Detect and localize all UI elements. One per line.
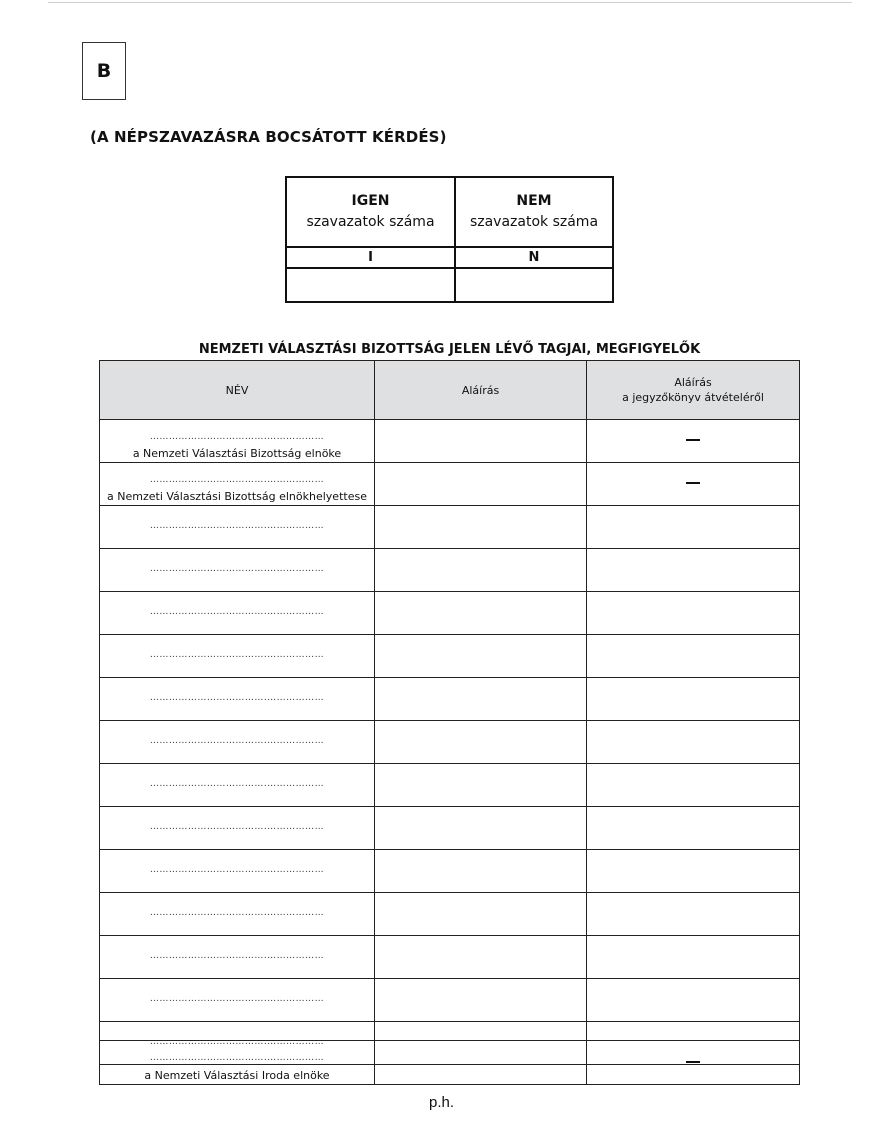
signature-cell[interactable] <box>375 635 587 677</box>
header-receipt-line2: a jegyzőkönyv átvételéről <box>622 391 764 404</box>
signature-cell[interactable] <box>375 506 587 548</box>
no-header <box>456 178 612 248</box>
name-dotted-line: ……………………………….……………… <box>149 994 325 1004</box>
section-letter: B <box>96 60 112 82</box>
office-caption: a Nemzeti Választási Iroda elnöke <box>144 1069 330 1082</box>
receipt-cell <box>587 420 799 462</box>
header-name <box>100 361 375 419</box>
name-dotted-line: ……………………………….……………… <box>149 908 325 918</box>
name-cell[interactable] <box>100 678 375 720</box>
name-cell[interactable] <box>100 936 375 978</box>
committee-table <box>99 360 800 1065</box>
name-cell[interactable] <box>100 721 375 763</box>
signature-cell[interactable] <box>375 1041 587 1084</box>
table-row <box>100 720 799 763</box>
name-dotted-line: ……………………………….……………… <box>149 1037 325 1047</box>
header-signature-label: Aláírás <box>461 383 500 397</box>
table-row <box>100 978 799 1021</box>
signature-cell[interactable] <box>375 893 587 935</box>
signature-cell[interactable] <box>375 592 587 634</box>
receipt-cell[interactable] <box>587 893 799 935</box>
receipt-cell[interactable] <box>587 506 799 548</box>
table-row <box>100 892 799 935</box>
table-row-vice <box>100 462 799 505</box>
receipt-cell[interactable] <box>587 807 799 849</box>
signature-cell[interactable] <box>375 420 587 462</box>
header-signature <box>375 361 587 419</box>
name-dotted-line: ……………………………….……………… <box>149 951 325 961</box>
receipt-cell[interactable] <box>587 721 799 763</box>
table-row <box>100 634 799 677</box>
vote-count-table <box>285 176 614 303</box>
chair-caption: a Nemzeti Választási Bizottság elnöke <box>132 447 342 460</box>
name-dotted-line: ……………………………….……………… <box>149 650 325 660</box>
name-dotted-line: ……………………………….……………… <box>149 432 325 442</box>
dash-mark <box>686 482 700 484</box>
name-dotted-line: ……………………………….……………… <box>149 521 325 531</box>
name-dotted-line: ……………………………….……………… <box>149 564 325 574</box>
name-cell[interactable] <box>100 764 375 806</box>
name-cell[interactable] <box>100 850 375 892</box>
committee-title: NEMZETI VÁLASZTÁSI BIZOTTSÁG JELEN LÉVŐ TAGJAI, MEGFIGYELŐK <box>198 342 701 357</box>
name-cell[interactable] <box>100 420 375 462</box>
name-cell[interactable] <box>100 463 375 505</box>
yes-header <box>287 178 456 248</box>
dash-mark <box>686 439 700 441</box>
table-header-row <box>100 361 799 419</box>
receipt-cell[interactable] <box>587 549 799 591</box>
no-subtitle: szavazatok száma <box>469 214 599 230</box>
name-cell[interactable] <box>100 1041 375 1084</box>
top-rule <box>48 2 852 3</box>
table-row <box>100 806 799 849</box>
table-row-chair <box>100 419 799 462</box>
name-cell[interactable] <box>100 979 375 1021</box>
vice-caption: a Nemzeti Választási Bizottság elnökhelyettese <box>107 490 367 503</box>
receipt-cell[interactable] <box>587 979 799 1021</box>
name-dotted-line: ……………………………….……………… <box>149 693 325 703</box>
name-cell[interactable] <box>100 549 375 591</box>
stamp-place-label: p.h. <box>428 1094 455 1111</box>
table-row <box>100 935 799 978</box>
name-cell[interactable] <box>100 893 375 935</box>
signature-cell[interactable] <box>375 678 587 720</box>
name-dotted-line: ……………………………….……………… <box>149 736 325 746</box>
table-row <box>100 763 799 806</box>
header-receipt-line1: Aláírás <box>674 376 712 389</box>
name-dotted-line: ……………………………….……………… <box>149 865 325 875</box>
name-dotted-line: ……………………………….……………… <box>149 475 325 485</box>
table-row <box>100 677 799 720</box>
header-name-label: NÉV <box>225 383 249 397</box>
section-letter-box <box>82 42 126 100</box>
name-dotted-line: ……………………………….……………… <box>149 822 325 832</box>
signature-cell[interactable] <box>375 807 587 849</box>
office-table <box>99 1040 800 1085</box>
table-row-office <box>100 1041 799 1084</box>
table-row <box>100 548 799 591</box>
receipt-cell[interactable] <box>587 936 799 978</box>
yes-code: I <box>287 248 456 269</box>
header-receipt <box>587 361 799 419</box>
name-cell[interactable] <box>100 506 375 548</box>
table-row <box>100 591 799 634</box>
yes-title: IGEN <box>351 193 390 209</box>
signature-cell[interactable] <box>375 850 587 892</box>
name-cell[interactable] <box>100 635 375 677</box>
question-title: (A NÉPSZAVAZÁSRA BOCSÁTOTT KÉRDÉS) <box>90 128 447 146</box>
name-dotted-line: ……………………………….……………… <box>149 1053 325 1063</box>
no-code: N <box>456 248 612 269</box>
receipt-cell[interactable] <box>587 850 799 892</box>
signature-cell[interactable] <box>375 764 587 806</box>
no-title: NEM <box>516 193 552 209</box>
receipt-cell[interactable] <box>587 678 799 720</box>
table-row <box>100 849 799 892</box>
receipt-cell <box>587 463 799 505</box>
dash-mark <box>686 1061 700 1063</box>
name-cell[interactable] <box>100 592 375 634</box>
name-dotted-line: ……………………………….……………… <box>149 607 325 617</box>
signature-cell[interactable] <box>375 979 587 1021</box>
receipt-cell[interactable] <box>587 635 799 677</box>
yes-count-field[interactable] <box>287 269 456 301</box>
table-row <box>100 505 799 548</box>
yes-subtitle: szavazatok száma <box>306 214 435 230</box>
signature-cell[interactable] <box>375 936 587 978</box>
signature-cell[interactable] <box>375 549 587 591</box>
signature-cell[interactable] <box>375 463 587 505</box>
no-count-field[interactable] <box>456 269 612 301</box>
name-dotted-line: ……………………………….……………… <box>149 779 325 789</box>
receipt-cell <box>587 1041 799 1084</box>
receipt-cell[interactable] <box>587 764 799 806</box>
receipt-cell[interactable] <box>587 592 799 634</box>
signature-cell[interactable] <box>375 721 587 763</box>
name-cell[interactable] <box>100 807 375 849</box>
